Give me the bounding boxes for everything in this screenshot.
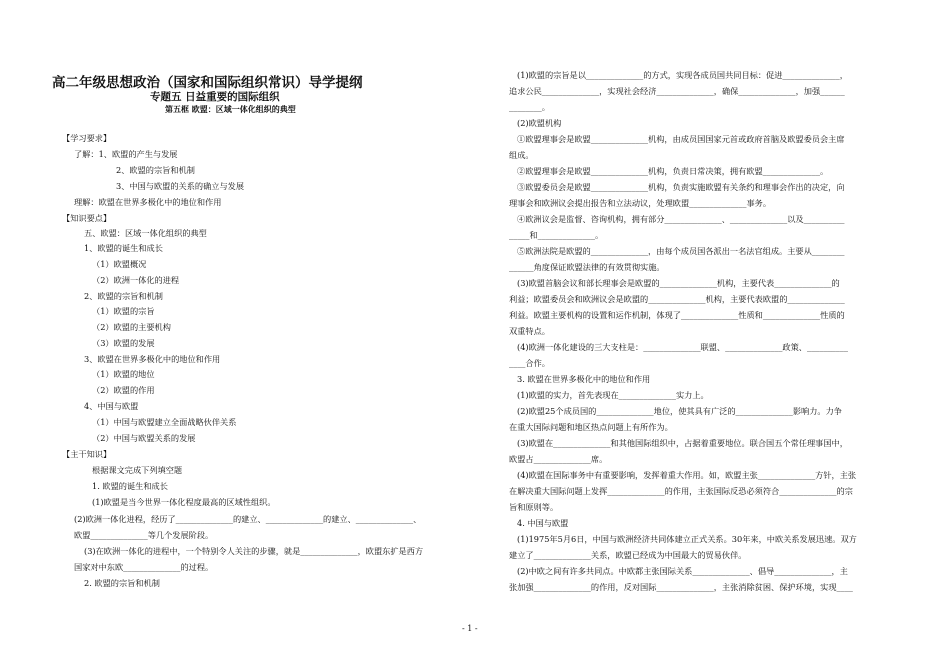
section-heading: 第五框 欧盟：区域一体化组织的典型 (165, 105, 296, 114)
text-line: (1)欧盟的宗旨是以______________的方式，实现各成员国共同目标：促进______________， (517, 70, 848, 80)
page-title: 高二年级思想政治（国家和国际组织常识）导学提纲 (52, 75, 363, 91)
text-line: (1)欧盟是当今世界一体化程度最高的区域性组织。 (92, 497, 276, 507)
text-line: (3)欧盟首脑会议和部长理事会是欧盟的______________机构，主要代表______________的 (517, 278, 840, 288)
text-line: 4. 中国与欧盟 (517, 518, 569, 528)
text-line: (1)1975年5月6日，中国与欧洲经济共同体建立正式关系。30年来，中欧关系发展迅速。双方 (517, 534, 857, 544)
text-line: （2）欧盟的主要机构 (92, 322, 171, 332)
text-line: ______角度保证欧盟法律的有效贯彻实施。 (509, 262, 665, 272)
text-line: (4)欧洲一体化建设的三大支柱是：______________联盟、______________政策、__________ (517, 342, 848, 352)
text-line: 1. 欧盟的诞生和成长 (92, 481, 168, 491)
text-line: （1）中国与欧盟建立全面战略伙伴关系 (92, 417, 237, 427)
text-line: 3、欧盟在世界多极化中的地位和作用 (84, 354, 221, 364)
text-line: 2、欧盟的宗旨和机制 (116, 165, 195, 175)
text-line: 【学习要求】 (62, 133, 112, 143)
text-line: ⑤欧洲法院是欧盟的______________，由每个成员国各派出一名法官组成。主要从________ (517, 246, 845, 256)
text-line: ③欧盟委员会是欧盟______________机构，负责实施欧盟有关条约和理事会作出的决定，向 (517, 182, 845, 192)
text-line: (4)欧盟在国际事务中有重要影响，发挥着重大作用。如，欧盟主张______________方针，主张 (517, 470, 857, 480)
text-line: 在重大国际问题和地区热点问题上有所作为。 (509, 422, 673, 432)
text-line: 双重特点。 (509, 326, 550, 336)
text-line: 国家对中东欧______________的过程。 (74, 562, 214, 572)
text-line: 欧盟占______________席。 (509, 454, 608, 464)
text-line: 追求公民______________，实现社会经济______________，确保______________，加强______ (509, 86, 845, 96)
text-line: 2、欧盟的宗旨和机制 (84, 291, 163, 301)
text-line: 1、欧盟的诞生和成长 (84, 243, 163, 253)
text-line: ①欧盟理事会是欧盟______________机构，由成员国国家元首或政府首脑及欧盟委员会主席 (517, 134, 845, 144)
text-line: (2)欧盟25个成员国的______________地位，使其具有广泛的______________影响力。力争 (517, 406, 842, 416)
text-line: （1）欧盟概况 (92, 259, 147, 269)
text-line: 根据课文完成下列填空题 (92, 465, 183, 475)
text-line: 2. 欧盟的宗旨和机制 (84, 578, 160, 588)
text-line: ②欧盟理事会是欧盟______________机构，负责日常决策，拥有欧盟______________。 (517, 166, 829, 176)
text-line: 【知识要点】 (62, 213, 112, 223)
text-line: (3)在欧洲一体化的进程中，一个特别令人关注的步骤，就是______________，欧盟东扩是西方 (84, 546, 424, 556)
text-line: ________。 (509, 102, 550, 112)
text-line: 欧盟______________等几个发展阶段。 (74, 530, 214, 540)
text-line: 3. 欧盟在世界多极化中的地位和作用 (517, 374, 651, 384)
text-line: 了解：1、欧盟的产生与发展 (74, 149, 178, 159)
text-line: 利益。欧盟主要机构的设置和运作机制，体现了______________性质和______________性质的 (509, 310, 845, 320)
text-line: （1）欧盟的宗旨 (92, 306, 155, 316)
text-line: （2）欧洲一体化的进程 (92, 275, 180, 285)
text-line: _____和______________。 (509, 230, 604, 240)
page-number: - 1 - (462, 624, 478, 633)
text-line: （2）欧盟的作用 (92, 385, 155, 395)
text-line: （1）欧盟的地位 (92, 369, 155, 379)
text-line: 4、中国与欧盟 (84, 401, 139, 411)
text-line: (1)欧盟的实力，首先表现在______________实力上。 (517, 390, 709, 400)
text-line: ____合作。 (509, 358, 550, 368)
text-line: ④欧洲议会是监督、咨询机构，拥有部分______________、______________以及__________ (517, 214, 845, 224)
text-line: 建立了______________关系，欧盟已经成为中国最大的贸易伙伴。 (509, 550, 747, 560)
text-line: (3)欧盟在______________和其他国际组织中，占据着重要地位。联合国五个常任理事国中， (517, 438, 848, 448)
text-line: 在解决重大国际问题上发挥______________的作用，主张国际反恐必须符合______________的宗 (509, 486, 853, 496)
text-line: （3）欧盟的发展 (92, 338, 155, 348)
page-subtitle: 专题五 日益重要的国际组织 (150, 91, 280, 103)
text-line: 旨和原则等。 (509, 502, 559, 512)
text-line: 理事会和欧洲议会提出报告和立法动议，处理欧盟______________事务。 (509, 198, 772, 208)
text-line: 理解：欧盟在世界多极化中的地位和作用 (74, 197, 222, 207)
text-line: 组成。 (509, 150, 534, 160)
text-line: （2）中国与欧盟关系的发展 (92, 433, 196, 443)
text-line: 五、欧盟：区域一体化组织的典型 (84, 228, 207, 238)
text-line: 3、中国与欧盟的关系的确立与发展 (116, 181, 245, 191)
text-line: (2)中欧之间有许多共同点。中欧都主张国际关系______________、倡导______________，主 (517, 566, 848, 576)
text-line: 利益；欧盟委员会和欧洲议会是欧盟的______________机构，主要代表欧盟的______________ (509, 294, 845, 304)
text-line: (2)欧盟机构 (517, 118, 562, 128)
text-line: 张加强______________的作用，反对国际______________，主张消除贫困、保护环境，实现____ (509, 582, 853, 592)
text-line: (2)欧洲一体化进程，经历了______________的建立、______________的建立、______________、 (74, 514, 422, 524)
text-line: 【主干知识】 (62, 449, 112, 459)
